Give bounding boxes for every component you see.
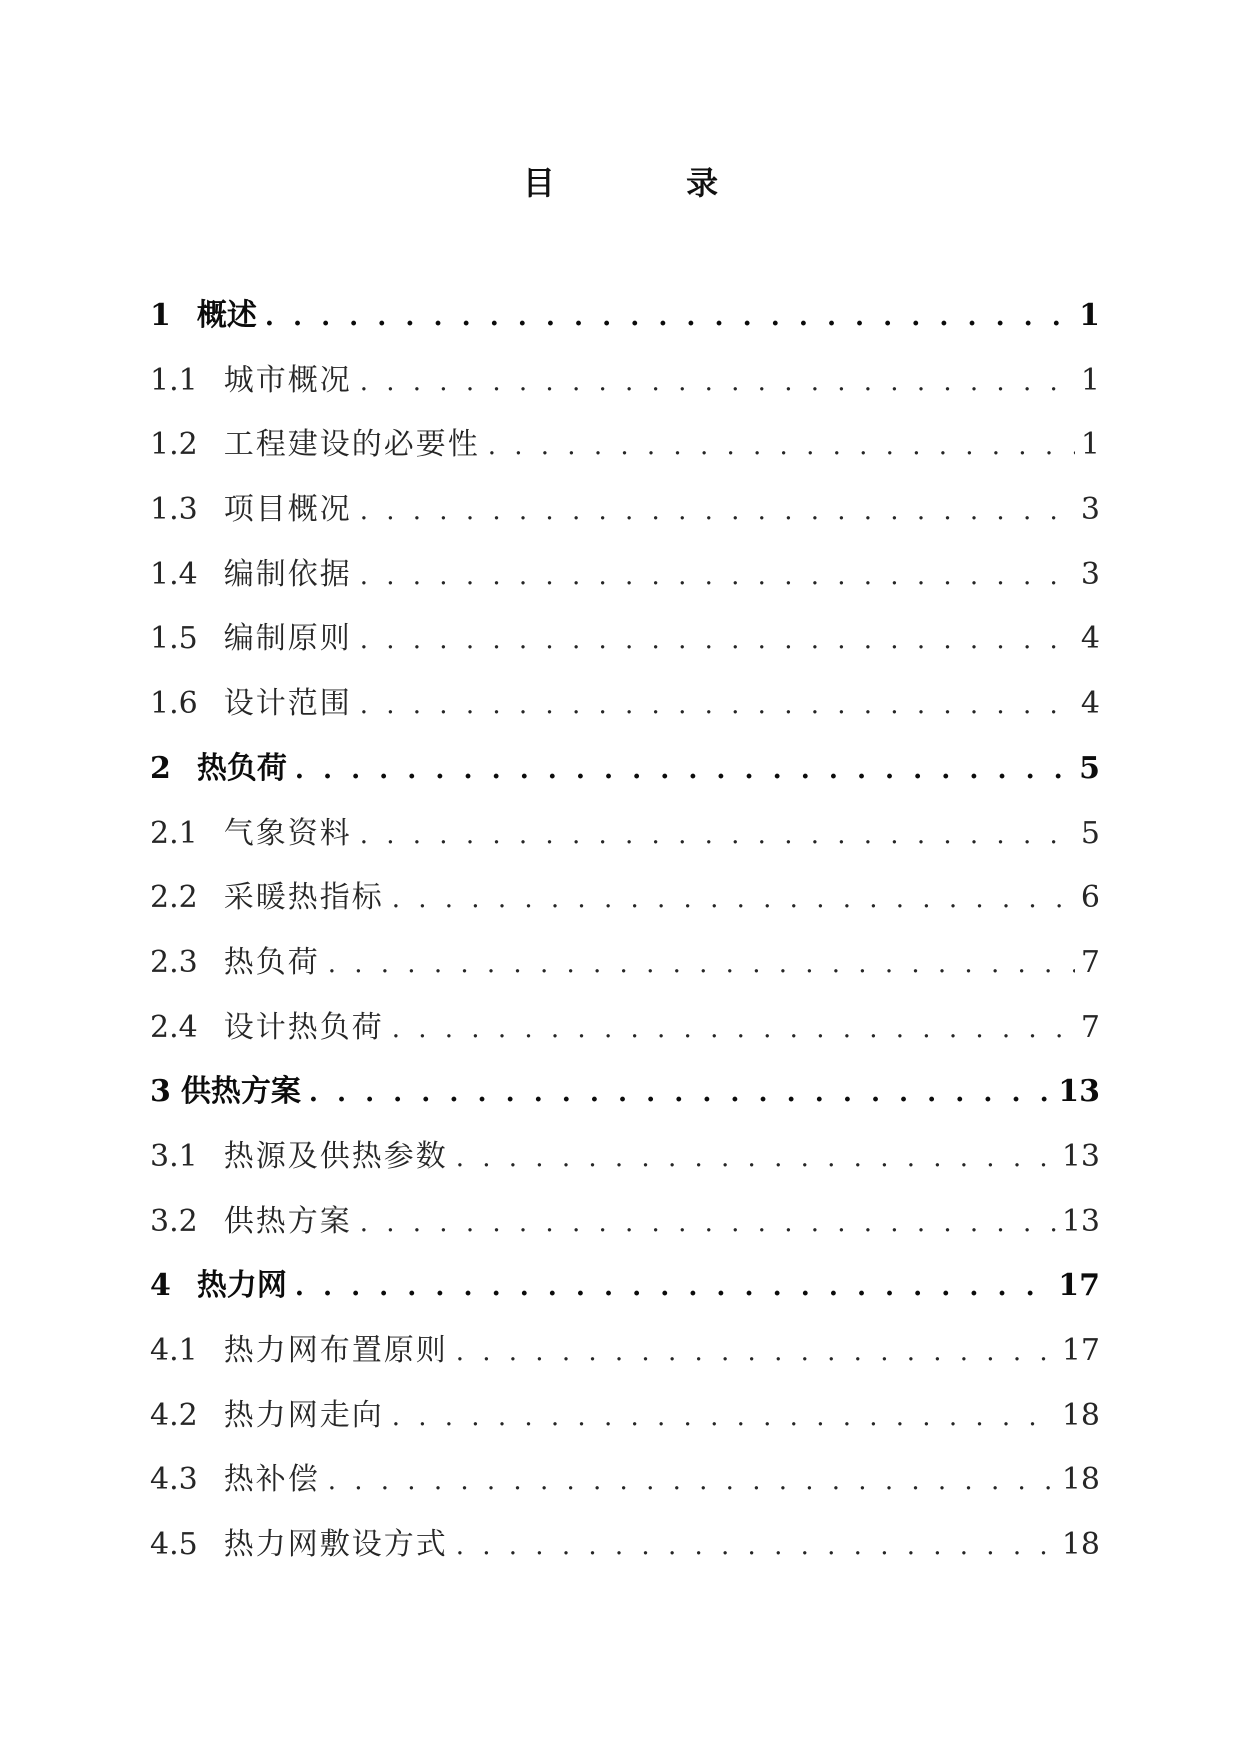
toc-entry-page: 13 [1058, 1074, 1100, 1110]
toc-entry-page: 13 [1061, 1138, 1100, 1174]
toc-entry-text: 设计热负荷 [223, 1009, 384, 1045]
toc-dot-leader [392, 1397, 1056, 1437]
toc-entry-text: 热源及供热参数 [223, 1138, 448, 1174]
toc-entry-page: 1 [1079, 298, 1100, 333]
toc-entry-text: 供热方案 [223, 1203, 352, 1239]
toc-entry-number: 1.3 [150, 492, 198, 528]
toc-entry-page: 7 [1080, 944, 1100, 980]
toc-entry[interactable] [150, 361, 1100, 426]
toc-entry-page: 1 [1080, 362, 1100, 398]
toc-entry[interactable] [150, 1460, 1100, 1525]
toc-entry-number: 1.4 [150, 556, 198, 592]
toc-entry[interactable] [150, 1202, 1100, 1267]
toc-entry-number: 4.3 [150, 1462, 198, 1498]
toc-entry-text: 编制依据 [223, 556, 352, 592]
toc-dot-leader [295, 1267, 1052, 1307]
toc-entry[interactable] [150, 1266, 1100, 1331]
toc-entry[interactable] [150, 878, 1100, 943]
toc-entry-number: 3 [150, 1074, 171, 1110]
toc-entry-text: 概述 [196, 298, 257, 333]
toc-entry-number: 1 [150, 298, 171, 333]
toc-entry-page: 18 [1061, 1397, 1100, 1433]
toc-entry-page: 7 [1080, 1009, 1100, 1045]
toc-entry-text: 城市概况 [223, 362, 352, 398]
toc-dot-leader [456, 1138, 1056, 1178]
toc-entry-number: 4.1 [150, 1333, 198, 1368]
toc-dot-leader [360, 362, 1075, 402]
toc-entry-text: 编制原则 [223, 621, 352, 657]
toc-entry-number: 2 [150, 750, 171, 786]
toc-entry-text: 热负荷 [223, 944, 320, 980]
toc-entry[interactable] [150, 1331, 1100, 1396]
toc-entry-text: 项目概况 [223, 492, 352, 528]
toc-dot-leader [295, 750, 1073, 790]
toc-entry-number: 4.5 [150, 1527, 198, 1563]
toc-entry[interactable] [150, 943, 1100, 1008]
toc-title: 目 录 [522, 164, 779, 202]
toc-dot-leader [328, 944, 1075, 984]
toc-entry-number: 2.2 [150, 880, 198, 916]
toc-entry-number: 3.2 [150, 1203, 198, 1239]
toc-entry-number: 1.5 [150, 621, 198, 657]
toc-entry[interactable] [150, 555, 1100, 620]
toc-entry-text: 设计范围 [223, 686, 352, 722]
toc-entry-number: 1.2 [150, 427, 198, 463]
toc-entry-text: 热补偿 [223, 1462, 320, 1498]
toc-entry[interactable] [150, 1008, 1100, 1073]
toc-entry[interactable] [150, 1525, 1100, 1590]
toc-entry[interactable] [150, 1072, 1100, 1137]
toc-dot-leader [488, 426, 1075, 466]
toc-entry-text: 热力网布置原则 [223, 1333, 448, 1368]
toc-dot-leader [360, 491, 1075, 531]
toc-entry-page: 5 [1079, 750, 1100, 786]
toc-entry[interactable] [150, 296, 1100, 361]
toc-dot-leader [360, 815, 1075, 855]
toc-dot-leader [456, 1332, 1056, 1372]
toc-entry-number: 4 [150, 1268, 171, 1304]
toc-entry-page: 1 [1080, 427, 1100, 463]
toc-entry-page: 3 [1080, 492, 1100, 528]
toc-entry-text: 供热方案 [180, 1074, 301, 1110]
toc-list [150, 296, 1100, 1590]
toc-entry-text: 热力网走向 [223, 1397, 384, 1433]
toc-dot-leader [456, 1526, 1056, 1566]
toc-entry-number: 3.1 [150, 1138, 198, 1174]
toc-entry-number: 1.6 [150, 686, 198, 722]
toc-dot-leader [360, 556, 1075, 596]
toc-dot-leader [392, 879, 1075, 919]
toc-entry-page: 6 [1080, 880, 1100, 916]
toc-entry[interactable] [150, 1137, 1100, 1202]
toc-entry-page: 4 [1080, 686, 1100, 722]
toc-entry[interactable] [150, 814, 1100, 879]
toc-entry[interactable] [150, 425, 1100, 490]
toc-entry-number: 2.1 [150, 815, 198, 851]
toc-entry-text: 热力网敷设方式 [223, 1527, 448, 1563]
toc-dot-leader [328, 1461, 1056, 1501]
toc-entry-page: 18 [1061, 1527, 1100, 1563]
toc-entry-number: 2.4 [150, 1009, 198, 1045]
toc-entry[interactable] [150, 1396, 1100, 1461]
toc-entry-text: 热负荷 [196, 750, 287, 786]
toc-entry-page: 17 [1058, 1268, 1100, 1304]
toc-entry-page: 5 [1080, 815, 1100, 851]
toc-entry-text: 工程建设的必要性 [223, 427, 480, 463]
toc-entry-number: 4.2 [150, 1397, 198, 1433]
toc-entry[interactable] [150, 490, 1100, 555]
toc-entry-number: 1.1 [150, 362, 198, 398]
toc-dot-leader [392, 1009, 1075, 1049]
toc-dot-leader [265, 297, 1073, 337]
toc-entry-page: 4 [1080, 621, 1100, 657]
toc-entry-text: 热力网 [196, 1268, 287, 1304]
toc-entry-page: 17 [1061, 1333, 1100, 1368]
toc-entry-text: 气象资料 [223, 815, 352, 851]
toc-dot-leader [360, 685, 1075, 725]
toc-entry-page: 13 [1061, 1203, 1100, 1239]
toc-entry-text: 采暖热指标 [223, 880, 384, 916]
toc-dot-leader [309, 1073, 1052, 1113]
toc-entry-page: 3 [1080, 556, 1100, 592]
toc-entry[interactable] [150, 619, 1100, 684]
toc-entry[interactable] [150, 749, 1100, 814]
toc-entry-number: 2.3 [150, 944, 198, 980]
toc-dot-leader [360, 1203, 1056, 1243]
toc-dot-leader [360, 620, 1075, 660]
toc-entry-page: 18 [1061, 1462, 1100, 1498]
toc-entry[interactable] [150, 684, 1100, 749]
